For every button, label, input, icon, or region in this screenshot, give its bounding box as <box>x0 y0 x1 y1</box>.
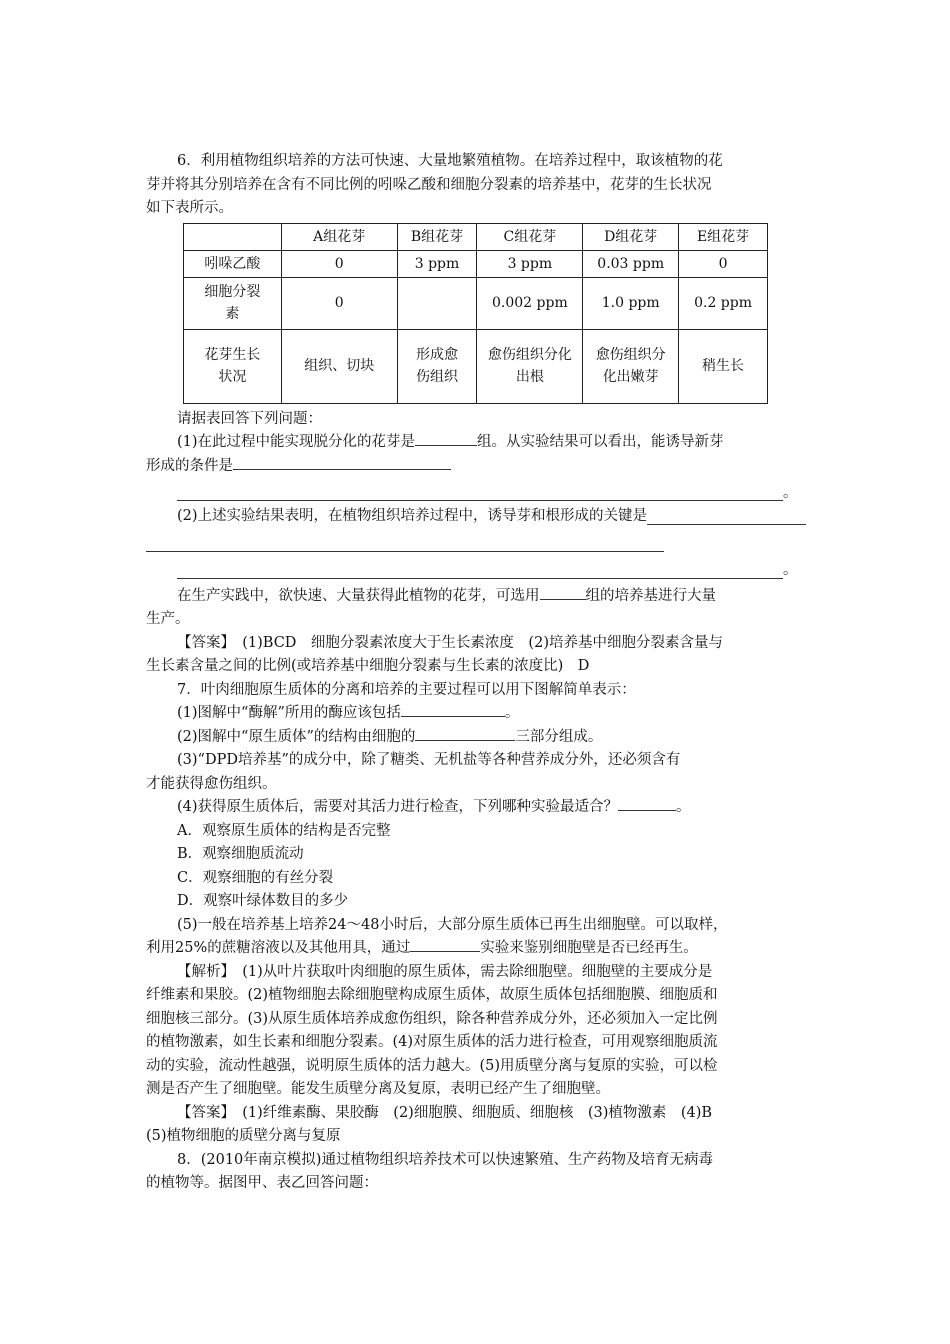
table-cell: 形成愈伤组织 <box>397 329 477 403</box>
answer-blank[interactable] <box>415 726 515 741</box>
q6-prompt: 请据表回答下列问题： <box>177 410 322 427</box>
q7-answer-line1 <box>146 1102 806 1126</box>
q7-analysis-text: (1)从叶片获取叶肉细胞的原生质体，需去除细胞壁。细胞壁的主要成分是 <box>227 963 713 980</box>
q7-sub4-text: (4)获得原生质体后，需要对其活力进行检查，下列哪种实验最适合？ <box>177 799 619 815</box>
period: 。 <box>783 484 798 501</box>
q8-stem-line2: 的植物等。据图甲、表乙回答问题： <box>146 1175 378 1191</box>
table-cell: 组织、切块 <box>281 329 397 403</box>
answer-tag: 【答案】 <box>177 634 228 651</box>
answer-blank[interactable] <box>401 702 505 717</box>
table-cell: 0 <box>281 277 397 329</box>
q6-stem-line1: 6．利用植物组织培养的方法可快速、大量地繁殖植物。在培养过程中，取该植物的花 <box>177 153 723 169</box>
answer-blank[interactable] <box>177 483 783 501</box>
q6-sub1-text: (1)在此过程中能实现脱分化的花芽是 <box>177 434 416 450</box>
table-header-cell: B组花芽 <box>397 223 477 250</box>
q6-sub3-line1 <box>146 585 806 609</box>
table-row <box>184 277 768 329</box>
q6-sub1-line3 <box>146 478 806 505</box>
table-cell <box>397 277 477 329</box>
table-cell: 0.03 ppm <box>583 250 679 277</box>
table-row <box>184 329 768 403</box>
table-header-cell: E组花芽 <box>679 223 768 250</box>
q6-sub3-text: 组的培养基进行大量 <box>585 587 716 604</box>
answer-blank[interactable] <box>233 455 451 470</box>
q7-analysis-line3: 细胞核三部分。(3)从原生质体培养成愈伤组织，除各种营养成分外，还必须加入一定比例 <box>146 1010 718 1027</box>
table-header-cell: A组花芽 <box>281 223 397 250</box>
q6-sub2-line3 <box>146 556 806 583</box>
table-cell: 愈伤组织分化出嫩芽 <box>583 329 679 403</box>
q7-sub3-line1: (3)“DPD培养基”的成分中，除了糖类、无机盐等各种营养成分外，还必须含有 <box>177 752 681 768</box>
q7-sub5-text: 实验来鉴别细胞壁是否已经再生。 <box>480 940 698 956</box>
answer-blank[interactable] <box>410 937 480 952</box>
q7-sub1 <box>146 702 806 726</box>
document-page <box>146 150 806 1196</box>
q6-sub1-text: 形成的条件是 <box>146 457 233 474</box>
q7-option-d: D．观察叶绿体数目的多少 <box>177 893 349 909</box>
answer-blank[interactable] <box>540 585 586 600</box>
q7-sub2-text: (2)图解中“原生质体”的结构由细胞的 <box>177 728 416 745</box>
q7-option-c: C．观察细胞的有丝分裂 <box>177 869 334 886</box>
q7-sub5-line1: (5)一般在培养基上培养24～48小时后，大部分原生质体已再生出细胞壁。可以取样， <box>177 916 728 933</box>
q6-answer-text: (1)BCD 细胞分裂素浓度大于生长素浓度 (2)培养基中细胞分裂素含量与 <box>227 634 723 651</box>
q7-analysis-line4: 的植物激素，如生长素和细胞分裂素。(4)对原生质体的活力进行检查，可用观察细胞质流 <box>146 1034 718 1050</box>
q6-sub3-line2: 生产。 <box>146 611 190 627</box>
q7-stem: 7．叶肉细胞原生质体的分离和培养的主要过程可以用下图解简单表示： <box>177 681 636 698</box>
q7-option-a: A．观察原生质体的结构是否完整 <box>177 822 391 839</box>
q7-analysis-line2: 纤维素和果胶。(2)植物细胞去除细胞壁构成原生质体，故原生质体包括细胞膜、细胞质和 <box>146 987 718 1003</box>
table-cell: 吲哚乙酸 <box>184 250 282 277</box>
q6-stem-line2: 芽并将其分别培养在含有不同比例的吲哚乙酸和细胞分裂素的培养基中，花芽的生长状况 <box>146 176 712 193</box>
q7-sub3-line2: 才能获得愈伤组织。 <box>146 775 277 792</box>
table-header-row <box>184 223 768 250</box>
answer-blank[interactable] <box>146 534 664 552</box>
period: 。 <box>783 562 798 578</box>
table-header-cell <box>184 223 282 250</box>
table-cell: 3 ppm <box>477 250 583 277</box>
q7-sub5-line2 <box>146 937 806 961</box>
answer-blank[interactable] <box>177 561 783 579</box>
q6-answer-line1 <box>146 632 806 656</box>
q7-analysis-line1 <box>146 961 806 985</box>
q8-stem-line1: 8．(2010年南京模拟)通过植物组织培养技术可以快速繁殖、生产药物及培育无病毒 <box>177 1151 713 1168</box>
analysis-tag: 【解析】 <box>177 963 228 980</box>
answer-blank[interactable] <box>618 796 676 811</box>
table-cell: 3 ppm <box>397 250 477 277</box>
q7-sub1-text: (1)图解中“酶解”所用的酶应该包括 <box>177 705 401 721</box>
q6-sub1-line2 <box>146 455 806 479</box>
table-header-cell: C组花芽 <box>477 223 583 250</box>
q6-sub2-text: (2)上述实验结果表明，在植物组织培养过程中，诱导芽和根形成的关键是 <box>177 508 648 524</box>
table-cell: 0 <box>281 250 397 277</box>
table-cell: 愈伤组织分化出根 <box>477 329 583 403</box>
table-cell: 花芽生长状况 <box>184 329 282 403</box>
q6-sub1-line1 <box>146 431 806 455</box>
q7-sub2-text: 三部分组成。 <box>515 728 603 745</box>
table-cell: 0.002 ppm <box>477 277 583 329</box>
answer-blank[interactable] <box>647 507 806 525</box>
table-cell: 稍生长 <box>679 329 768 403</box>
q7-sub2 <box>146 726 806 750</box>
period: 。 <box>504 705 520 721</box>
q6-stem-line3: 如下表所示。 <box>146 200 233 216</box>
q7-answer-line2: (5)植物细胞的质壁分离与复原 <box>146 1128 341 1144</box>
q6-sub2-line1 <box>146 505 806 529</box>
q6-results-table <box>183 223 768 404</box>
q6-answer-line2: 生长素含量之间的比例(或培养基中细胞分裂素与生长素的浓度比) D <box>146 658 590 674</box>
answer-tag: 【答案】 <box>177 1104 228 1121</box>
q7-sub4 <box>146 796 806 820</box>
q7-option-b: B．观察细胞质流动 <box>177 846 304 862</box>
table-row <box>184 250 768 277</box>
table-header-cell: D组花芽 <box>583 223 679 250</box>
table-cell: 1.0 ppm <box>583 277 679 329</box>
q7-analysis-line5: 动的实验，流动性越强，说明原生质体的活力越大。(5)用质壁分离与复原的实验，可以检 <box>146 1057 718 1074</box>
answer-blank[interactable] <box>415 431 477 446</box>
q6-sub2-line2 <box>146 529 806 556</box>
q6-sub1-text: 组。从实验结果可以看出，能诱导新芽 <box>477 434 724 450</box>
table-cell: 0.2 ppm <box>679 277 768 329</box>
period: 。 <box>676 799 691 815</box>
q7-sub5-text: 利用25%的蔗糖溶液以及其他用具，通过 <box>146 940 411 956</box>
table-cell: 0 <box>679 250 768 277</box>
q7-analysis-line6: 测是否产生了细胞壁。能发生质壁分离及复原，表明已经产生了细胞壁。 <box>146 1081 610 1097</box>
table-cell: 细胞分裂素 <box>184 277 282 329</box>
q7-answer-text: (1)纤维素酶、果胶酶 (2)细胞膜、细胞质、细胞核 (3)植物激素 (4)B <box>227 1104 713 1121</box>
q6-sub3-text: 在生产实践中，欲快速、大量获得此植物的花芽，可选用 <box>177 587 540 604</box>
